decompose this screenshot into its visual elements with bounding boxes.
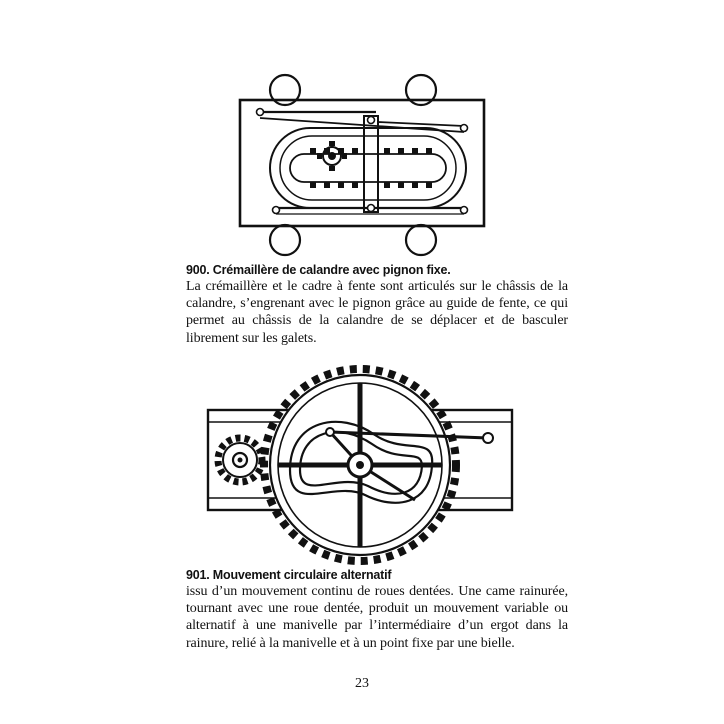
entry-title: 900. Crémaillère de calandre avec pignon fixe.: [186, 263, 451, 277]
page-number: 23: [355, 676, 369, 691]
rack-and-pinion-calender-illustration: [228, 70, 496, 260]
entry-body: issu d’un mouvement continu de roues dentées. Une came rainurée, tournant avec une roue dentée, produit un mouvement variable ou alternatif à une manivelle par l’intermédiaire d’un ergot dans la rainure, relié à la manivelle et à un point fixe par une bielle.: [186, 584, 568, 651]
entry-901: [186, 567, 568, 652]
entry-title: 901. Mouvement circulaire alternatif: [186, 568, 392, 582]
entry-900: [186, 262, 568, 347]
grooved-cam-gear-illustration: [200, 360, 520, 570]
entry-body: La crémaillère et le cadre à fente sont articulés sur le châssis de la calandre, s’engrenant avec le pignon grâce au guide de fente, ce qui permet au châssis de la calandre de se déplacer et de basculer librement sur les galets.: [186, 279, 568, 346]
